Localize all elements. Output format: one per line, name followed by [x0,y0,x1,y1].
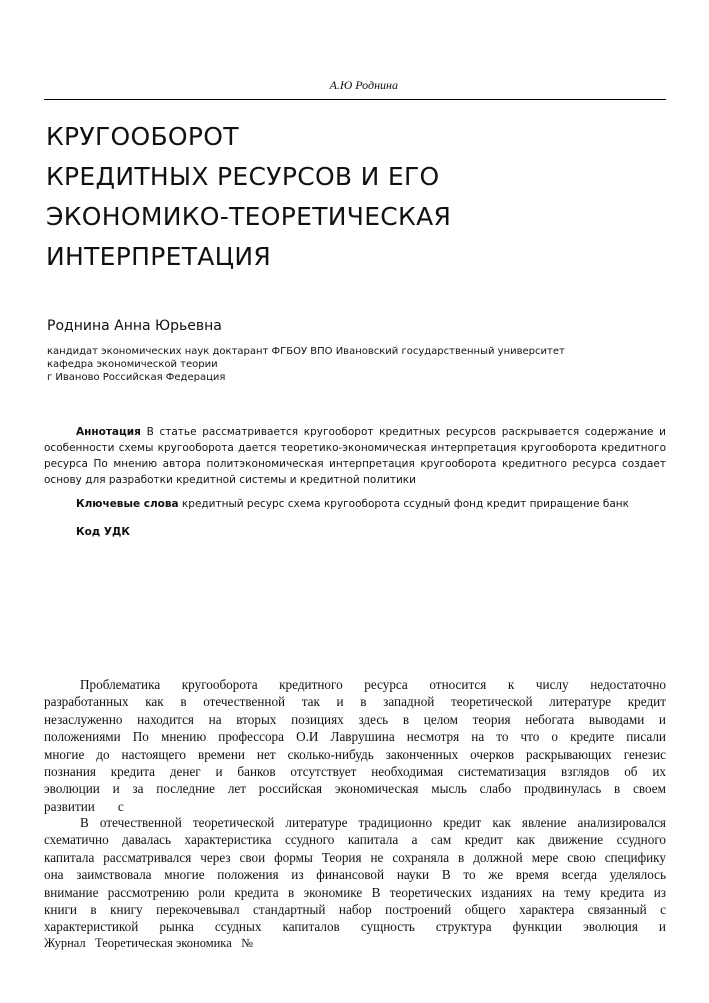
text-line: она заимствовала многие положения из финансовой науки В то же время всегда уделялось [44,867,666,883]
journal-footer: Журнал Теоретическая экономика № [44,936,254,950]
text-line: В отечественной теоретической литературе традиционно кредит как явление анализировался [80,815,666,830]
article-title [46,117,646,277]
body-paragraph-2 [44,814,666,936]
text-line: внимание рассмотрению роли кредита в экономике В теоретических изданиях на тему кредита из [44,884,666,900]
author-name: Роднина Анна Юрьевна [47,318,222,334]
abstract-label: Аннотация [76,426,141,438]
keywords-text: кредитный ресурс схема кругооборота ссудный фонд кредит приращение банк [178,498,630,510]
header-rule [44,99,666,100]
text-line: схематично давалась характеристика ссудного капитала а сам кредит как движение ссудного [44,832,666,848]
affiliation-line: г Иваново Российская Федерация [47,372,226,383]
title-line: КРУГООБОРОТ [46,122,239,151]
running-head: А.Ю Роднина [329,78,398,92]
udk-label: Код УДК [76,526,130,538]
abstract-text: В статье рассматривается кругооборот кредитных ресурсов раскрывается содержание и особенности схемы кругооборота дается теоретико-экономическая интерпретация кругооборота кредитного ресурса По мнению автора политэкономическая интерпретация кругооборота кредитного ресурса создает основу для разработки кредитной системы и кредитной политики [44,426,666,486]
title-line: ЭКОНОМИКО-ТЕОРЕТИЧЕСКАЯ [46,202,452,231]
keywords [44,496,666,512]
udk-code [44,524,666,540]
text-line: Проблематика кругооборота кредитного ресурса относится к числу недостаточно [80,677,666,692]
abstract [44,424,666,488]
keywords-label: Ключевые слова [76,498,179,510]
affiliation-line: кандидат экономических наук доктарант ФГБОУ ВПО Ивановский государственный университет [47,346,565,357]
title-line: КРЕДИТНЫХ РЕСУРСОВ И ЕГО [46,162,440,191]
text-line: познания кредита денег и банков отсутствует необходимая систематизация взглядов об их [44,764,666,780]
affiliation-line: кафедра экономической теории [47,359,218,370]
body-paragraph-1 [44,676,666,815]
text-line: капитала рассматривался через свои формы Теория не сохраняла в должной мере свою специфику [44,849,666,865]
text-line: незаслуженно находится на вторых позициях здесь в целом теория небогата выводами и [44,711,666,727]
text-line: характеристикой рынка ссудных капиталов сущность структура функции эволюция и [44,919,666,935]
text-line: положениями По мнению профессора О.И Лаврушина несмотря на то что о кредите писали [44,729,666,745]
title-line: ИНТЕРПРЕТАЦИЯ [46,242,272,271]
text-line: книги в книгу перекочевывал стандартный набор построений общего характера связанный с [44,902,666,918]
text-line: многие до настоящего времени нет сколько-нибудь законченных очерков раскрывающих генезис [44,746,666,762]
text-line: развитии с [44,798,124,814]
author-affiliation [47,345,565,384]
text-line: эволюции и за последние лет российская экономическая мысль слабо продвинулась в своем [44,781,666,797]
text-line: разработанных как в отечественной так и в западной теоретической литературе кредит [44,694,666,710]
